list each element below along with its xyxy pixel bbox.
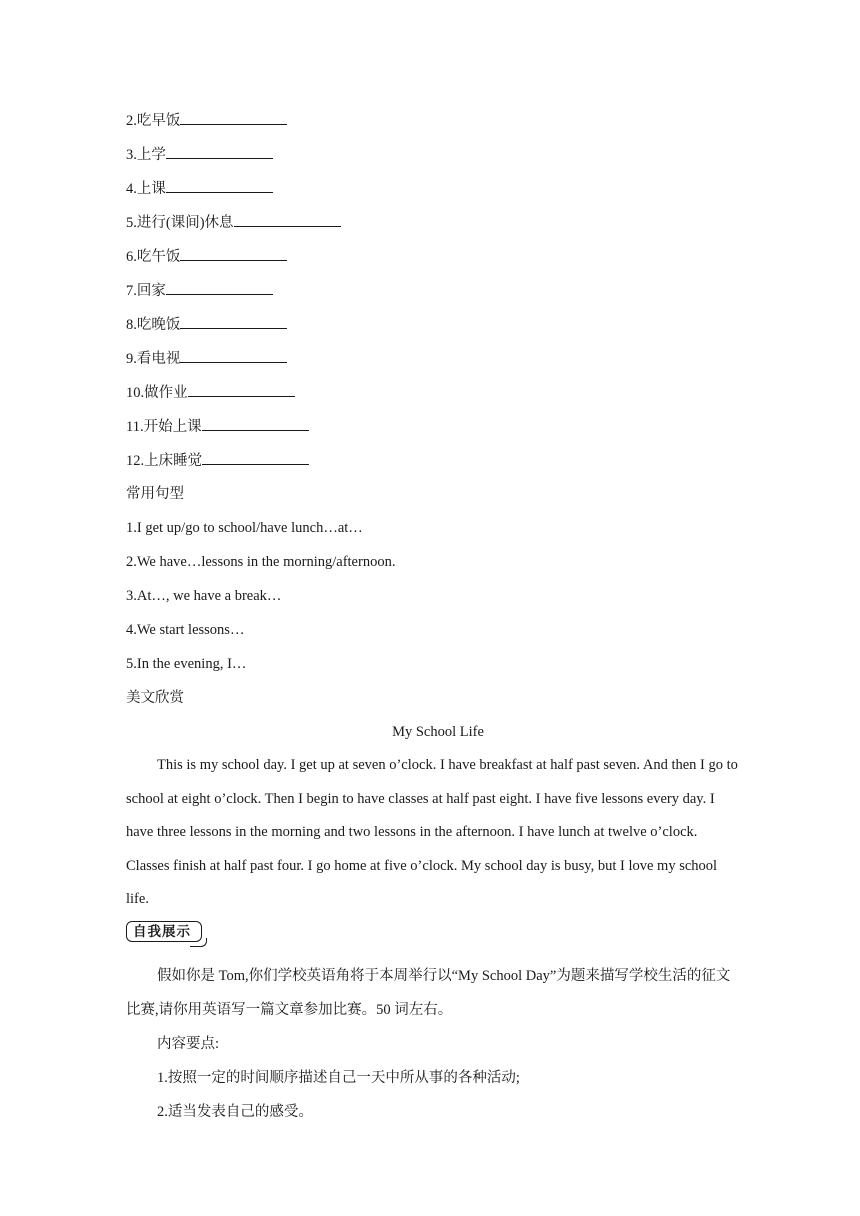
vocab-label: 7.回家 [126, 283, 166, 299]
task-point: 1.按照一定的时间顺序描述自己一天中所从事的各种活动; [157, 1069, 520, 1086]
self-show-badge [126, 921, 202, 942]
vocab-list [126, 110, 750, 470]
sentence-pattern: 4.We start lessons… [126, 622, 245, 638]
vocab-item [126, 178, 750, 198]
points-heading: 内容要点: [157, 1035, 220, 1052]
answer-blank[interactable] [180, 348, 287, 363]
vocab-item [126, 110, 750, 130]
answer-blank[interactable] [188, 382, 295, 397]
answer-blank[interactable] [180, 110, 287, 125]
sentence-list [126, 518, 750, 674]
answer-blank[interactable] [166, 178, 273, 193]
sentence-pattern: 2.We have…lessons in the morning/afternoon. [126, 554, 396, 570]
vocab-item [126, 348, 750, 368]
vocab-label: 11.开始上课 [126, 419, 202, 435]
answer-blank[interactable] [202, 416, 309, 431]
vocab-item [126, 280, 750, 300]
vocab-item [126, 144, 750, 164]
vocab-item [126, 212, 750, 232]
section-badge-row [126, 921, 750, 947]
vocab-label: 8.吃晚饭 [126, 317, 181, 333]
vocab-item [126, 416, 750, 436]
vocab-label: 6.吃午饭 [126, 249, 181, 265]
sentence-pattern: 5.In the evening, I… [126, 656, 247, 672]
vocab-label: 5.进行(课间)休息 [126, 215, 234, 231]
answer-blank[interactable] [180, 246, 287, 261]
vocab-label: 4.上课 [126, 181, 166, 197]
article-heading: 美文欣赏 [126, 690, 184, 706]
sentence-pattern: 1.I get up/go to school/have lunch…at… [126, 520, 363, 536]
article-title: My School Life [392, 724, 484, 740]
writing-task-prompt: 假如你是 Tom,你们学校英语角将于本周举行以“My School Day”为题来描写学校生活的征文比赛,请你用英语写一篇文章参加比赛。50 词左右。 [126, 967, 731, 1018]
vocab-item [126, 382, 750, 402]
answer-blank[interactable] [202, 450, 309, 465]
vocab-label: 9.看电视 [126, 351, 181, 367]
article-body: This is my school day. I get up at seven o’clock. I have breakfast at half past seven. And then I go to school at eight o’clock. Then I begin to have classes at half past eight. I have five lessons every day. I have three lessons in the morning and two lessons in the afternoon. I have lunch at twelve o’clock. Classes finish at half past four. I go home at five o’clock. My school day is busy, but I love my school life. [126, 757, 738, 908]
sentence-pattern: 3.At…, we have a break… [126, 588, 282, 604]
vocab-label: 2.吃早饭 [126, 113, 181, 129]
answer-blank[interactable] [166, 144, 273, 159]
answer-blank[interactable] [180, 314, 287, 329]
sentences-heading: 常用句型 [126, 486, 184, 502]
task-point: 2.适当发表自己的感受。 [157, 1103, 313, 1120]
answer-blank[interactable] [166, 280, 273, 295]
vocab-item [126, 314, 750, 334]
vocab-label: 10.做作业 [126, 385, 188, 401]
vocab-item [126, 246, 750, 266]
vocab-label: 3.上学 [126, 147, 166, 163]
vocab-label: 12.上床睡觉 [126, 453, 203, 469]
badge-label: 自我展示 [133, 923, 191, 940]
badge-tail-decoration [190, 938, 207, 947]
answer-blank[interactable] [234, 212, 341, 227]
vocab-item [126, 450, 750, 470]
